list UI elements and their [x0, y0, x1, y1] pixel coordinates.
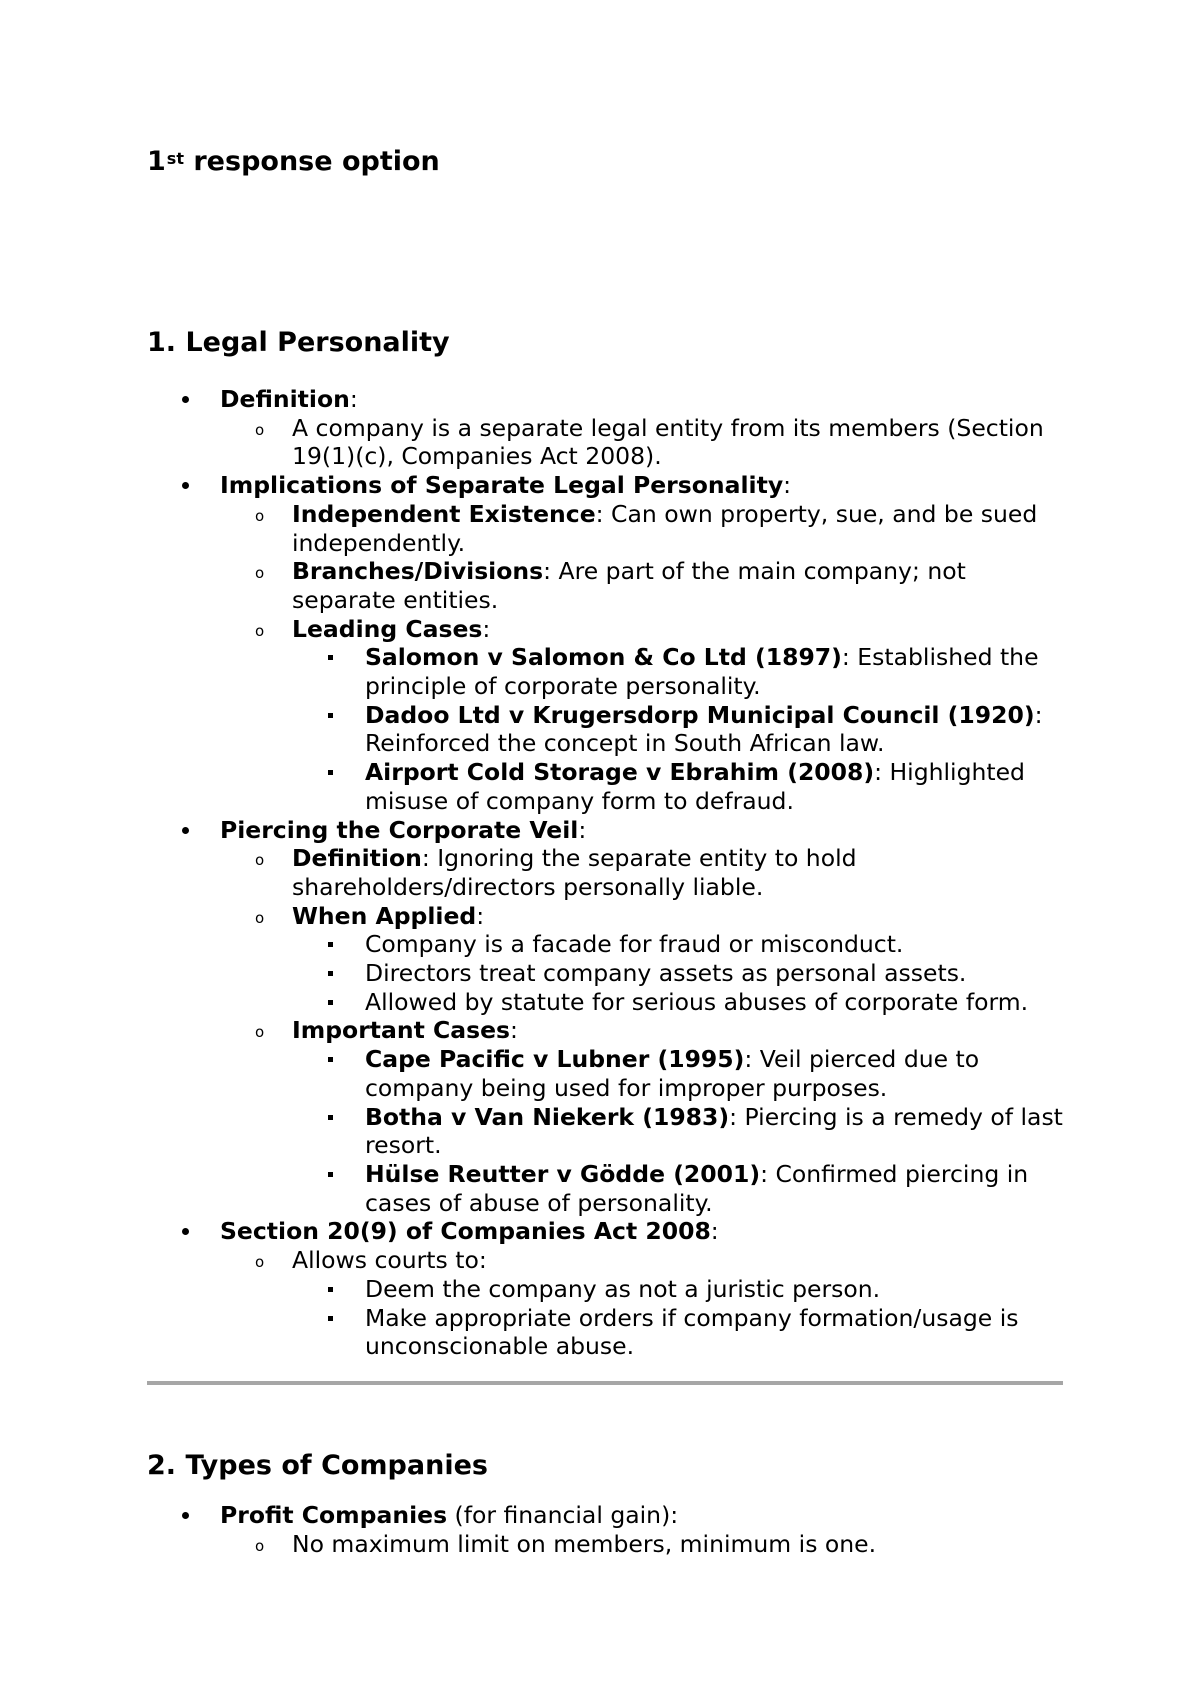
item-label: Branches/Divisions: [292, 557, 544, 586]
list-item: [219, 902, 1067, 1017]
item-label: Profit Companies: [220, 1501, 448, 1529]
section-heading-legal-personality: 1. Legal Personality: [147, 327, 450, 358]
list-item: [292, 643, 1067, 700]
item-label: Implications of Separate Legal Personality: [220, 471, 784, 500]
item-text: : Established the principle of corporate personality.: [365, 643, 1039, 701]
section-heading-types-of-companies: 2. Types of Companies: [147, 1450, 488, 1481]
item-text: :: [482, 614, 491, 643]
list-item: [292, 930, 1067, 959]
title-suffix: st: [166, 149, 184, 168]
case-name: Botha v Van Niekerk (1983): [365, 1102, 730, 1131]
list-item-profit-companies: [147, 1501, 1067, 1558]
list-item: [292, 1160, 1067, 1217]
item-label: Leading Cases: [292, 614, 483, 643]
list-item: [292, 959, 1067, 988]
item-text: : Can own property, sue, and be sued independently.: [292, 499, 1038, 557]
item-text: Allowed by statute for serious abuses of corporate form.: [365, 987, 1029, 1016]
item-text: Company is a facade for fraud or misconduct.: [365, 930, 904, 959]
item-text: : Highlighted misuse of company form to defraud.: [365, 758, 1025, 815]
list-item: [292, 988, 1067, 1017]
item-text: : Veil pierced due to company being used for improper purposes.: [365, 1045, 980, 1102]
list-item-piercing: [147, 816, 1067, 1218]
item-label: Independent Existence: [292, 499, 596, 528]
item-text: :: [510, 1016, 518, 1045]
list-item-section-20: [147, 1217, 1067, 1361]
horizontal-divider: [147, 1381, 1063, 1385]
document-title: [147, 144, 440, 180]
case-name: Salomon v Salomon & Co Ltd (1897): [365, 643, 842, 672]
list-item-definition: [147, 385, 1067, 471]
list-item: [292, 1103, 1067, 1160]
case-name: Cape Pacific v Lubner (1995): [365, 1045, 745, 1074]
item-text: : Ignoring the separate entity to hold shareholders/directors personally liable.: [292, 844, 857, 901]
item-text: (for financial gain):: [447, 1501, 679, 1529]
list-item: [292, 758, 1067, 815]
case-name: Hülse Reutter v Gödde (2001): [365, 1159, 761, 1188]
item-text: :: [783, 471, 792, 500]
item-label: Important Cases: [292, 1016, 511, 1045]
list-item: [219, 1016, 1067, 1217]
item-text: :: [578, 815, 587, 844]
list-item: [219, 500, 1067, 557]
list-item: [219, 414, 1067, 471]
list-item: [292, 1304, 1067, 1361]
item-label: Definition: [220, 385, 350, 413]
item-label: Piercing the Corporate Veil: [220, 815, 579, 844]
list-item: [219, 1530, 1067, 1559]
item-text: :: [476, 901, 485, 930]
item-text: : Piercing is a remedy of last resort.: [365, 1102, 1063, 1160]
item-text: : Confirmed piercing in cases of abuse of personality.: [365, 1159, 1029, 1217]
item-text: :: [349, 385, 358, 413]
list-item: [219, 615, 1067, 816]
item-label: When Applied: [292, 901, 477, 930]
title-text: response option: [183, 146, 440, 177]
item-text: No maximum limit on members, minimum is one.: [292, 1529, 877, 1558]
list-item: [292, 1045, 1067, 1102]
item-text: A company is a separate legal entity from its members (Section 19(1)(c), Companies Act 2008).: [292, 413, 1044, 471]
item-text: Deem the company as not a juristic person.: [365, 1274, 881, 1303]
title-number: 1: [147, 146, 166, 177]
item-text: :: [710, 1217, 719, 1246]
list-item: [219, 557, 1067, 614]
list-item-implications: [147, 471, 1067, 815]
legal-personality-list: [147, 385, 1067, 1361]
case-name: Airport Cold Storage v Ebrahim (2008): [365, 758, 875, 787]
case-name: Dadoo Ltd v Krugersdorp Municipal Council (1920): [365, 700, 1035, 729]
item-text: Directors treat company assets as personal assets.: [365, 959, 967, 988]
item-text: : Are part of the main company; not separate entities.: [292, 557, 966, 614]
item-label: Definition: [292, 844, 422, 873]
list-item: [219, 1246, 1067, 1361]
list-item: [292, 701, 1067, 758]
types-of-companies-list: [147, 1501, 1067, 1558]
list-item: [219, 844, 1067, 901]
item-label: Section 20(9) of Companies Act 2008: [220, 1217, 711, 1246]
item-text: Allows courts to:: [292, 1246, 487, 1275]
item-text: : Reinforced the concept in South African law.: [365, 700, 1043, 758]
list-item: [292, 1275, 1067, 1304]
item-text: Make appropriate orders if company formation/usage is unconscionable abuse.: [365, 1303, 1019, 1361]
